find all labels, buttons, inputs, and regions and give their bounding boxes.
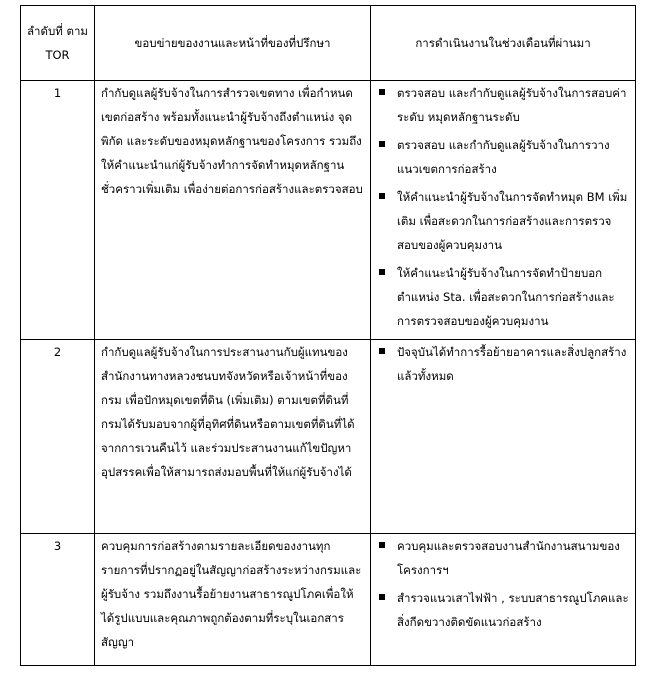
progress-list xyxy=(375,340,631,388)
header-scope-of-work: ขอบข่ายของงานและหน้าที่ของที่ปรึกษา xyxy=(95,6,371,81)
row-number: 2 xyxy=(21,340,95,534)
progress-text: ควบคุมและตรวจสอบงานสำนักงานสนามของโครงการฯ xyxy=(397,539,620,577)
square-bullet-icon xyxy=(379,141,385,147)
row-number: 3 xyxy=(21,534,95,666)
square-bullet-icon xyxy=(379,348,385,354)
progress-cell xyxy=(371,340,636,534)
progress-text: ให้คำแนะนำผู้รับจ้างในการจัดทำหมุด BM เพิ่มเติม เพื่อสะดวกในการก่อสร้างและการตรวจสอบของผู้ควบคุมงาน xyxy=(397,190,628,252)
square-bullet-icon xyxy=(379,89,385,95)
table-row xyxy=(21,340,636,534)
progress-list xyxy=(375,534,631,634)
table-header-row xyxy=(21,6,636,81)
progress-text: ให้คำแนะนำผู้รับจ้างในการจัดทำป้ายบอกตำแหน่ง Sta. เพื่อสะดวกในการก่อสร้างและการตรวจสอบของผู้ควบคุมงาน xyxy=(397,266,615,328)
list-item xyxy=(375,340,631,388)
list-item xyxy=(375,185,631,257)
list-item xyxy=(375,534,631,582)
scope-description: ควบคุมการก่อสร้างตามรายละเอียดของงานทุกรายการที่ปรากฏอยู่ในสัญญาก่อสร้างระหว่างกรมและ ผู้รับจ้าง รวมถึงงานรื้อย้ายงานสาธารณูปโภคเพื่อให้ได้รูปแบบและคุณภาพถูกต้องตามที่ระบุในเอกสารสัญญา xyxy=(95,534,371,666)
progress-text: ตรวจสอบ และกำกับดูแลผู้รับจ้างในการวางแนวเขตการก่อสร้าง xyxy=(397,138,610,176)
list-item xyxy=(375,586,631,634)
row-number: 1 xyxy=(21,81,95,340)
scope-description: กำกับดูแลผู้รับจ้างในการประสานงานกับผู้แทนของสำนักงานทางหลวงชนบทจังหวัดหรือเจ้าหน้าที่ของกรม เพื่อปักหมุดเขตที่ดิน (เพิ่มเติม) ตามเขตที่ดินที่กรมได้รับมอบจากผู้ที่อุทิศที่ดินหรือตามเขตที่ดินที่ได้จากการเวนคืนไว้ และร่วมประสานงานแก้ไขปัญหาอุปสรรคเพื่อให้สามารถส่งมอบพื้นที่ให้แก่ผู้รับจ้างได้ xyxy=(95,340,371,534)
list-item xyxy=(375,81,631,129)
progress-text: ปัจจุบันได้ทำการรื้อย้ายอาคารและสิ่งปลูกสร้างแล้วทั้งหมด xyxy=(397,345,627,383)
tor-progress-table xyxy=(20,5,636,666)
progress-cell xyxy=(371,81,636,340)
square-bullet-icon xyxy=(379,542,385,548)
table-row xyxy=(21,534,636,666)
header-tor-number: ลำดับที่ ตาม TOR xyxy=(21,6,95,81)
square-bullet-icon xyxy=(379,594,385,600)
progress-cell xyxy=(371,534,636,666)
header-progress: การดำเนินงานในช่วงเดือนที่ผ่านมา xyxy=(371,6,636,81)
table-row xyxy=(21,81,636,340)
square-bullet-icon xyxy=(379,269,385,275)
progress-text: ตรวจสอบ และกำกับดูแลผู้รับจ้างในการสอบค่าระดับ หมุดหลักฐานระดับ xyxy=(397,86,627,124)
scope-description: กำกับดูแลผู้รับจ้างในการสำรวจเขตทาง เพื่อกำหนดเขตก่อสร้าง พร้อมทั้งแนะนำผู้รับจ้างถึงตำแหน่ง จุดพิกัด และระดับของหมุดหลักฐานของโครงการ รวมถึงให้คำแนะนำแก่ผู้รับจ้างทำการจัดทำหมุดหลักฐานชั่วคราวเพิ่มเติม เพื่อง่ายต่อการก่อสร้างและตรวจสอบ xyxy=(95,81,371,340)
list-item xyxy=(375,133,631,181)
list-item xyxy=(375,261,631,333)
progress-text: สำรวจแนวเสาไฟฟ้า , ระบบสาธารณูปโภคและสิ่งกีดขวางติดขัดแนวก่อสร้าง xyxy=(397,591,629,629)
square-bullet-icon xyxy=(379,193,385,199)
progress-list xyxy=(375,81,631,333)
